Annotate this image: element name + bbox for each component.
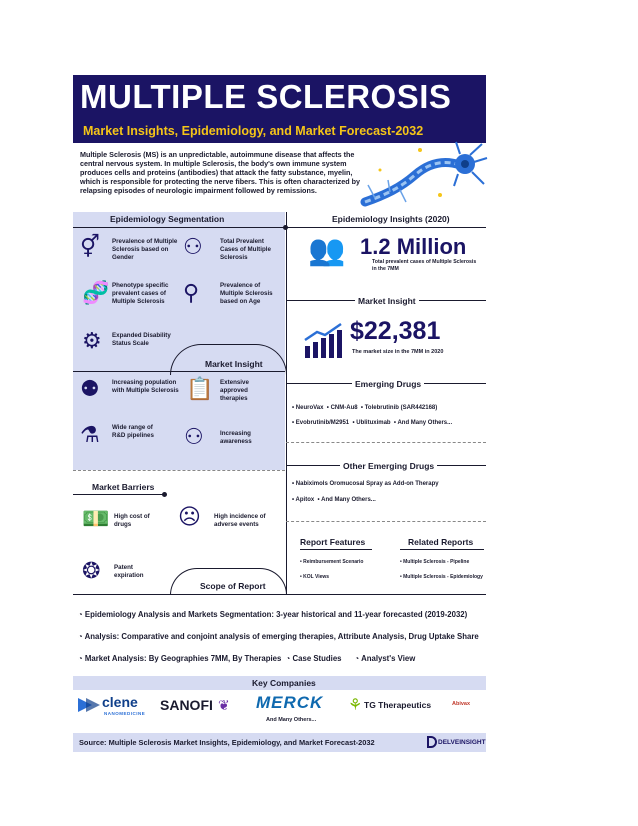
divider <box>73 227 285 228</box>
population-icon: ⚉ <box>80 376 100 401</box>
drug-neurovax: NeuroVax <box>295 405 324 411</box>
clene-sub: NANOMEDICINE <box>104 711 146 716</box>
scope-heading: Scope of Report <box>200 581 266 591</box>
mi-item-rnd: Wide range of R&D pipelines <box>112 424 154 439</box>
other-emerging-row2: • Apitox • And Many Others... <box>292 497 376 503</box>
related-epidemiology[interactable]: • Multiple Sclerosis - Epidemiology <box>400 574 483 580</box>
feature-kol-label: KOL Views <box>303 574 330 580</box>
related-pipeline[interactable]: • Multiple Sclerosis - Pipeline <box>400 559 470 565</box>
emerging-drugs-row1: • NeuroVax • CNM-Au8 • Tolebrutinib (SAR442168) <box>292 405 438 411</box>
drug-nabiximols: Nabiximols Oromucosal Spray as Add-on Therapy <box>295 481 439 487</box>
column-separator <box>286 212 287 594</box>
divider <box>73 594 486 595</box>
scope-line-3: ◔ Market Analysis: By Geographies 7MM, By Therapies ◔ Case Studies ◔ Analyst's View <box>78 654 416 663</box>
lab-flask-icon: ⚗ <box>80 422 100 447</box>
divider <box>300 549 372 550</box>
epi-item-total-prevalent: Total Prevalent Cases of Multiple Sclerosis <box>220 238 271 261</box>
page-title: MULTIPLE SCLEROSIS <box>80 78 452 115</box>
barrier-adverse: High incidence of adverse events <box>214 513 266 528</box>
mi-item-awareness: Increasing awareness <box>220 430 252 445</box>
divider <box>286 227 486 228</box>
people-network-icon: ⚇ <box>183 234 203 259</box>
related-pipeline-label: Multiple Sclerosis - Pipeline <box>403 559 470 565</box>
divider <box>73 371 285 372</box>
epi-segmentation-heading: Epidemiology Segmentation <box>110 214 225 224</box>
dna-icon: 🧬 <box>82 280 110 305</box>
growth-chart-icon <box>303 322 345 358</box>
market-insight-value: $22,381 <box>350 317 441 345</box>
mi-item-population: Increasing population with Multiple Sclerosis <box>112 379 179 394</box>
divider <box>286 442 486 443</box>
tg-leaf-icon: ⚘ <box>348 697 363 714</box>
other-emerging-heading: Other Emerging Drugs <box>340 461 437 471</box>
feature-reimbursement-label: Reimbursement Scenario <box>303 559 364 565</box>
drug-apitox: Apitox <box>295 497 315 503</box>
scope-case-studies: Case Studies <box>292 654 342 663</box>
drug-cnm-au8: CNM-Au8 <box>330 405 358 411</box>
intro-text: Multiple Sclerosis (MS) is an unpredictable, autoimmune disease that affects the central nervous system. In multiple Sclerosis, the body's own immune system produces cells and proteins (antibodies) that attack the fatty substance, myelin, which is responsible for protecting the nerve fibers. This is often characterized by relapsing episodes of neurologic impairment followed by remissions. <box>80 150 360 195</box>
divider <box>400 549 484 550</box>
epi-item-gender: Prevalence of Multiple Sclerosis based on Gender <box>112 238 178 261</box>
scope-line-1: ◔ Epidemiology Analysis and Markets Segmentation: 3-year historical and 11-year forecasted (2019-2032) <box>78 610 468 619</box>
emerging-drugs-row2: • Evobrutinib/M2951 • Ublituximab • And Many Others... <box>292 420 453 426</box>
page-subtitle: Market Insights, Epidemiology, and Market Forecast-2032 <box>83 124 424 138</box>
scope-analysts-view: Analyst's View <box>361 654 416 663</box>
key-companies-heading: Key Companies <box>252 678 316 688</box>
gender-icon: ⚥ <box>80 234 100 259</box>
scope-line-2: ◔ Analysis: Comparative and conjoint analysis of emerging therapies, Attribute Analysis, Drug Uptake Share <box>78 632 479 641</box>
sanofi-bird-icon: ❦ <box>218 697 230 713</box>
emerging-drugs-heading: Emerging Drugs <box>352 379 424 389</box>
related-reports-heading: Related Reports <box>408 537 474 547</box>
scope-line-1-text: Epidemiology Analysis and Markets Segmentation: 3-year historical and 11-year forecasted (2019-2032) <box>84 610 468 619</box>
feature-kol: • KOL Views <box>300 574 330 580</box>
clene-logo: clene <box>102 694 138 710</box>
barrier-cost: High cost of drugs <box>114 513 150 528</box>
brain-head-icon: ☹ <box>178 504 201 529</box>
drug-evobrutinib: Evobrutinib/M2951 <box>295 420 350 426</box>
age-growth-icon: ⚲ <box>183 280 200 305</box>
population-crowd-icon: 👥 <box>308 234 346 267</box>
epi-insights-heading: Epidemiology Insights (2020) <box>332 214 450 224</box>
merck-logo: MERCK <box>256 693 324 712</box>
sanofi-logo: SANOFI <box>160 697 213 713</box>
divider <box>286 521 486 522</box>
scope-line-2-text: Analysis: Comparative and conjoint analysis of emerging therapies, Attribute Analysis, Drug Uptake Share <box>84 632 479 641</box>
epi-item-phenotype: Phenotype specific prevalent cases of Multiple Sclerosis <box>112 282 169 305</box>
divider <box>73 494 163 495</box>
epi-item-edss: Expanded Disability Status Scale <box>112 332 171 347</box>
related-epidemiology-label: Multiple Sclerosis - Epidemiology <box>403 574 483 580</box>
connector-dot <box>162 492 167 497</box>
scope-market-analysis: Market Analysis: By Geographies 7MM, By Therapies <box>84 654 282 663</box>
epi-item-age: Prevalence of Multiple Sclerosis based on Age <box>220 282 273 305</box>
brain-icon: ❂ <box>82 558 101 583</box>
epi-insights-value: 1.2 Million <box>360 234 467 259</box>
tg-logo: TG Therapeutics <box>364 700 432 710</box>
barrier-patent: Patent expiration <box>114 564 144 579</box>
feature-reimbursement: • Reimbursement Scenario <box>300 559 364 565</box>
epi-insights-caption: Total prevalent cases of Multiple Sclerosis in the 7MM <box>372 259 477 272</box>
divider <box>73 470 285 471</box>
market-barriers-heading: Market Barriers <box>92 482 155 492</box>
drug-others-2: And Many Others... <box>321 497 376 503</box>
companies-more: And Many Others... <box>266 717 317 723</box>
mi-item-approved: Extensive approved therapies <box>220 379 249 402</box>
other-emerging-row1: • Nabiximols Oromucosal Spray as Add-on Therapy <box>292 481 439 487</box>
clene-logo-icon <box>78 698 100 712</box>
market-insight-left-heading: Market Insight <box>205 359 263 369</box>
report-features-heading: Report Features <box>300 537 366 547</box>
neuron-illustration <box>360 140 488 210</box>
drug-ublituximab: Ublituximab <box>356 420 391 426</box>
market-insight-caption: The market size in the 7MM in 2020 <box>352 349 444 355</box>
abivax-logo: Abivax <box>452 701 471 707</box>
brain-gear-icon: ⚙ <box>82 328 102 353</box>
approved-document-icon: 📋 <box>186 376 214 401</box>
market-insight-right-heading: Market Insight <box>355 296 419 306</box>
delveinsight-logo: DELVEINSIGHT <box>438 739 486 746</box>
source-text: Source: Multiple Sclerosis Market Insights, Epidemiology, and Market Forecast-2032 <box>79 738 375 747</box>
awareness-people-icon: ⚇ <box>184 424 204 449</box>
money-icon: 💵 <box>82 506 110 531</box>
drug-tolebrutinib: Tolebrutinib (SAR442168) <box>364 405 438 411</box>
drug-others: And Many Others... <box>397 420 453 426</box>
